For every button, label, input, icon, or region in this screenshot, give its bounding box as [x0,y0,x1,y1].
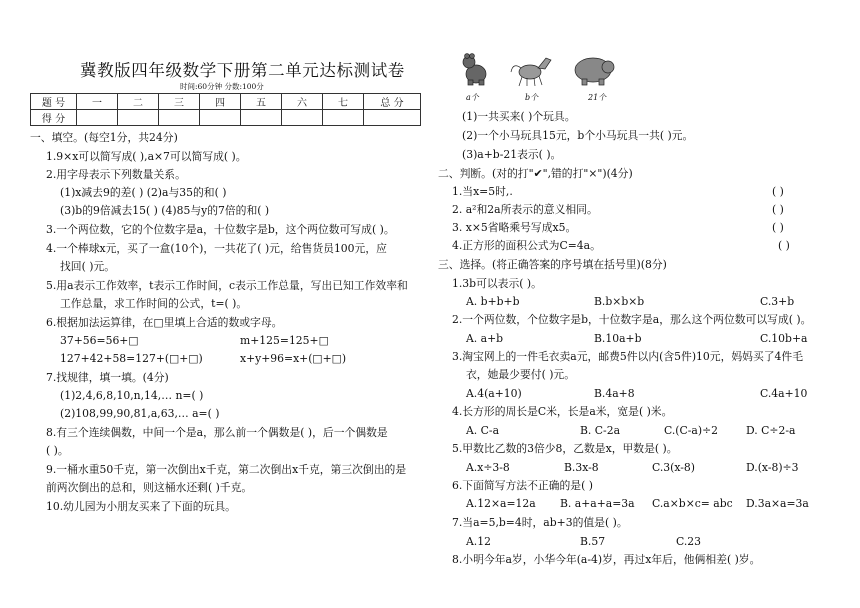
question-line: (1)x减去9的差( ) (2)a与35的和( ) [60,186,227,199]
choice-option: C.4a+10 [760,387,808,400]
question-line: ( )。 [46,444,69,457]
score-input-cell[interactable] [118,110,159,126]
choice-option: B.b×b×b [594,295,645,308]
score-input-cell[interactable] [282,110,323,126]
toy-illustration [458,50,623,106]
choice-option: C.3+b [760,295,795,308]
choice-option: B.4a+8 [594,387,635,400]
score-cell: 七 [323,94,364,110]
score-input-cell[interactable] [77,110,118,126]
question-line: 1.3b可以表示( )。 [452,277,542,290]
question-line: x+y+96=x+(□+□) [240,352,347,365]
question-line: 3.淘宝网上的一件毛衣卖a元，邮费5件以内(含5件)10元，妈妈买了4件毛 [452,350,804,363]
exam-info: 时间:60分钟 分数:100分 [180,82,264,91]
choice-option: C.10b+a [760,332,808,345]
question-line: (1)2,4,6,8,10,n,14,… n=( ) [60,389,204,402]
choice-option: B. a+a+a=3a [560,497,635,510]
question-line: 3.一个两位数，它的个位数字是a，十位数字是b，这个两位数可写成( )。 [46,223,395,236]
page-title: 冀教版四年级数学下册第二单元达标测试卷 [80,61,405,80]
score-cell: 总 分 [364,94,421,110]
bear-icon [463,54,486,85]
score-table-score-row [31,110,421,126]
question-line: (1)一共买来( )个玩具。 [462,110,576,123]
choice-option: A. b+b+b [466,295,520,308]
score-cell: 得 分 [31,110,77,126]
answer-paren[interactable]: ( ) [772,203,784,216]
question-line: 前两次倒出的总和，则这桶水还剩( )千克。 [46,481,253,494]
toy-label: b个 [525,93,539,102]
score-cell: 四 [200,94,241,110]
choice-option: B.3x-8 [564,461,599,474]
question-line: 3. x×5省略乘号写成x5。 [452,221,577,234]
score-cell: 一 [77,94,118,110]
question-line: 9.一桶水重50千克，第一次倒出x千克，第二次倒出x千克，第三次倒出的是 [46,463,407,476]
score-cell: 题 号 [31,94,77,110]
choice-option: A. C-a [466,424,500,437]
score-cell: 三 [159,94,200,110]
answer-paren[interactable]: ( ) [778,239,790,252]
choice-option: A.x÷3-8 [466,461,510,474]
choice-option: C.a×b×c= abc [652,497,733,510]
question-line: 127+42+58=127+(□+□) [60,352,203,365]
choice-option: A. a+b [466,332,504,345]
question-line: 衣，她最少要付( )元。 [466,368,576,381]
question-line: 2.一个两位数，个位数字是b，十位数字是a，那么这个两位数可以写成( )。 [452,313,812,326]
question-line: 6.根据加法运算律，在□里填上合适的数或字母。 [46,316,283,329]
section-heading: 二、判断。(对的打"✔",错的打"×")(4分) [438,167,633,180]
section-heading: 三、选择。(将正确答案的序号填在括号里)(8分) [438,258,667,271]
choice-option: B. C-2a [580,424,621,437]
question-line: 找回( )元。 [60,260,116,273]
question-line: 4.正方形的面积公式为C=4a。 [452,239,601,252]
choice-option: D. C÷2-a [746,424,796,437]
question-line: 7.找规律，填一填。(4分) [46,371,169,384]
score-table-header-row [31,94,421,110]
score-cell: 五 [241,94,282,110]
choice-option: D.(x-8)÷3 [746,461,799,474]
pig-icon [575,58,614,85]
question-line: 10.幼儿园为小朋友买来了下面的玩具。 [46,500,236,513]
choice-option: A.4(a+10) [466,387,522,400]
score-cell: 二 [118,94,159,110]
question-line: 5.甲数比乙数的3倍少8，乙数是x，甲数是( )。 [452,442,678,455]
horse-icon [511,58,551,86]
question-line: m+125=125+□ [240,334,329,347]
answer-paren[interactable]: ( ) [772,221,784,234]
score-input-cell[interactable] [200,110,241,126]
question-line: 4.长方形的周长是C米，长是a米，宽是( )米。 [452,405,673,418]
choice-option: B.10a+b [594,332,642,345]
question-line: 8.有三个连续偶数，中间一个是a，那么前一个偶数是( )，后一个偶数是 [46,426,388,439]
question-line: 7.当a=5,b=4时，ab+3的值是( )。 [452,516,628,529]
choice-option: D.3a×a=3a [746,497,809,510]
question-line: (3)b的9倍减去15( ) (4)85与y的7倍的和( ) [60,204,270,217]
question-line: 2.用字母表示下列数量关系。 [46,168,186,181]
question-line: 工作总量，求工作时间的公式，t=( )。 [60,297,248,310]
question-line: 37+56=56+□ [60,334,139,347]
toy-label: a个 [466,93,479,102]
question-line: 4.一个棒球x元，买了一盒(10个)，一共花了( )元，给售货员100元，应 [46,242,387,255]
section-heading: 一、填空。(每空1分，共24分) [30,131,178,144]
score-input-cell[interactable] [323,110,364,126]
answer-paren[interactable]: ( ) [772,185,784,198]
question-line: 5.用a表示工作效率，t表示工作时间，c表示工作总量，写出已知工作效率和 [46,279,408,292]
question-line: (3)a+b-21表示( )。 [462,148,562,161]
score-table [30,93,421,126]
question-line: 2. a²和2a所表示的意义相同。 [452,203,598,216]
question-line: 1.9×x可以简写成( ),a×7可以简写成( )。 [46,150,247,163]
score-cell: 六 [282,94,323,110]
score-input-cell[interactable] [159,110,200,126]
question-line: 1.当x=5时,. [452,185,513,198]
question-line: (2)一个小马玩具15元，b个小马玩具一共( )元。 [462,129,694,142]
choice-option: C.23 [676,535,702,548]
choice-option: A.12×a=12a [466,497,536,510]
choice-option: C.3(x-8) [652,461,696,474]
choice-option: C.(C-a)÷2 [664,424,718,437]
question-line: 8.小明今年a岁，小华今年(a-4)岁，再过x年后，他俩相差( )岁。 [452,553,761,566]
score-input-cell[interactable] [241,110,282,126]
choice-option: B.57 [580,535,606,548]
toy-label: 21个 [588,93,607,102]
question-line: 6.下面简写方法不正确的是( ) [452,479,593,492]
question-line: (2)108,99,90,81,a,63,… a=( ) [60,407,220,420]
score-input-cell[interactable] [364,110,421,126]
choice-option: A.12 [466,535,491,548]
